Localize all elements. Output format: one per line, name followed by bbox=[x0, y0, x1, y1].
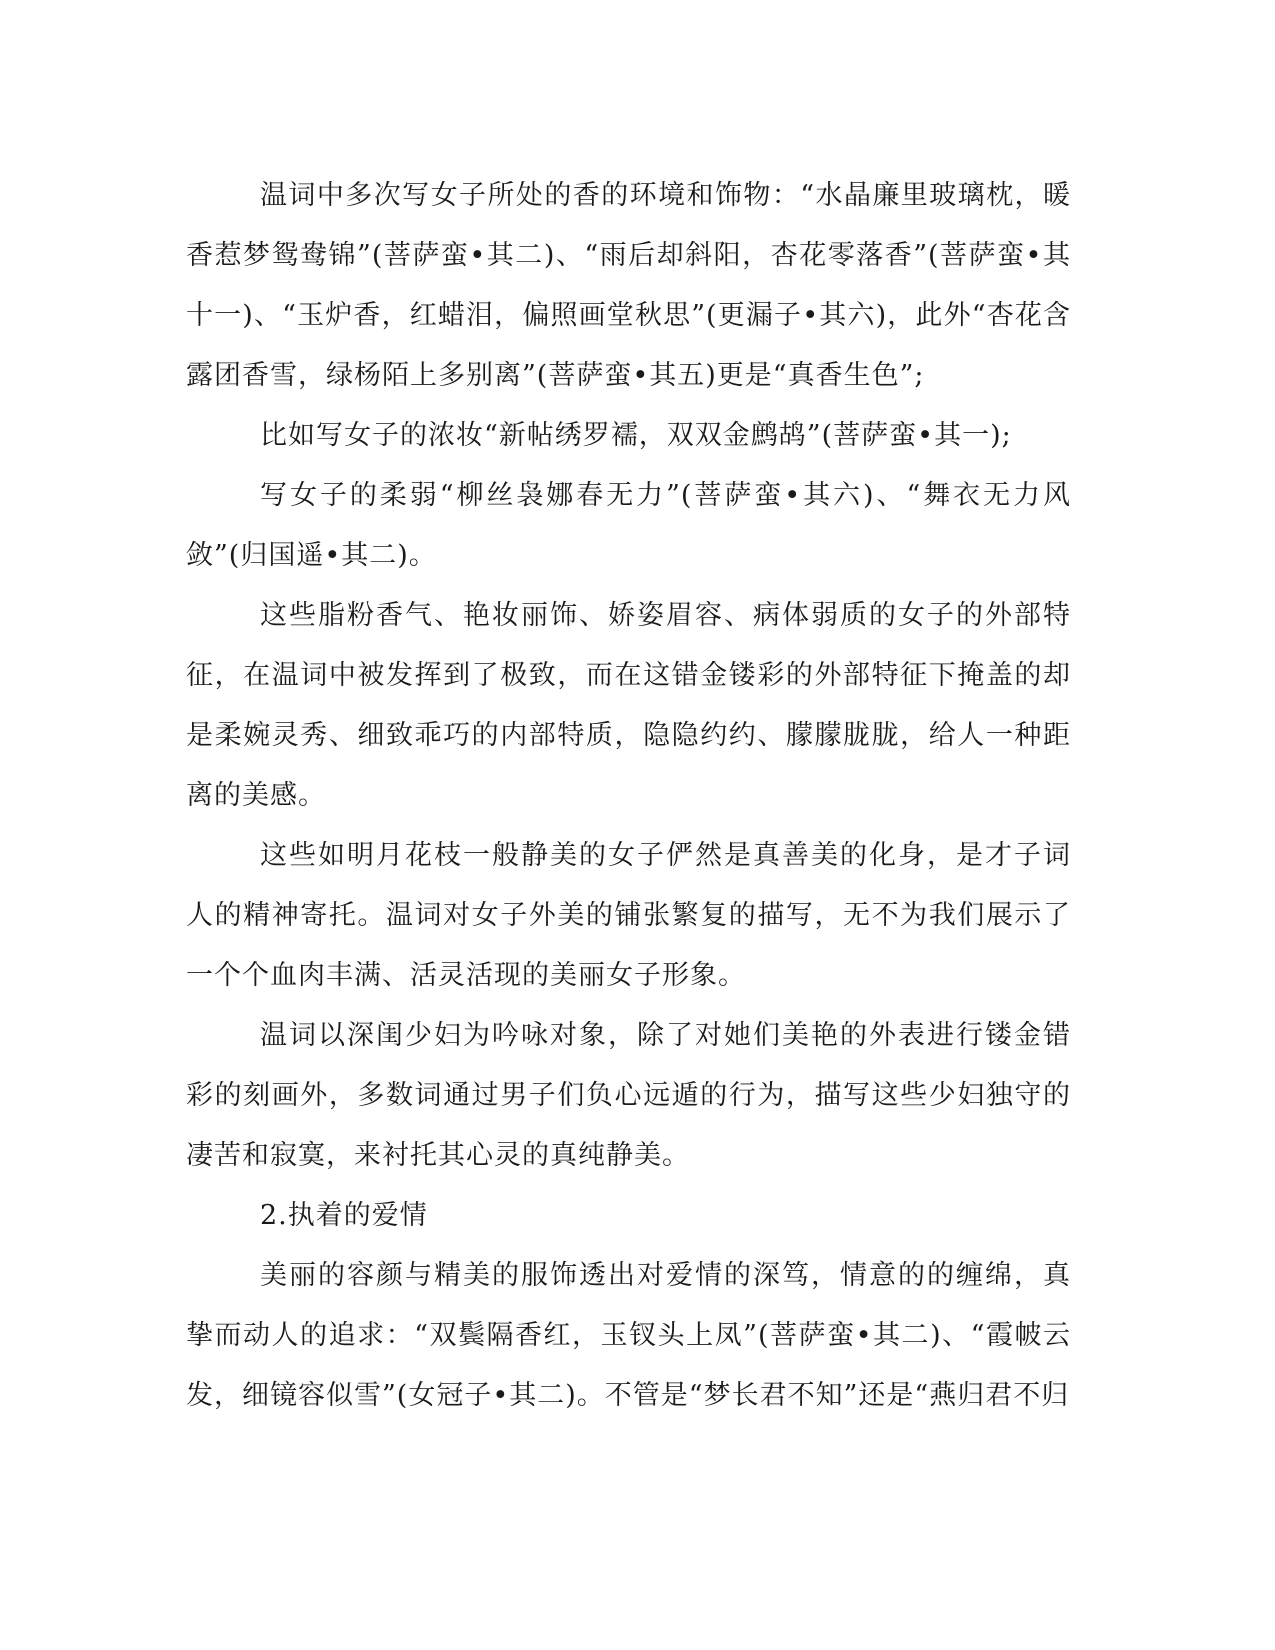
paragraph-ideal-women: 这些如明月花枝一般静美的女子俨然是真善美的化身，是才子词人的精神寄托。温词对女子外美的铺张繁复的描写，无不为我们展示了一个个血肉丰满、活灵活现的美丽女子形象。 bbox=[186, 840, 1071, 991]
section-heading: 2.执着的爱情 bbox=[260, 1200, 428, 1231]
paragraph-frailty: 写女子的柔弱“柳丝袅娜春无力”(菩萨蛮•其六)、“舞衣无力风敛”(归国遥•其二)。 bbox=[186, 480, 1071, 571]
document-body bbox=[186, 166, 1071, 1426]
paragraph-fragrance: 温词中多次写女子所处的香的环境和饰物：“水晶廉里玻璃枕，暖香惹梦鸳鸯锦”(菩萨蛮•其二)、“雨后却斜阳，杏花零落香”(菩萨蛮•其十一)、“玉炉香，红蜡泪，偏照画堂秋思”(更漏子•其六)，此外“杏花含露团香雪，绿杨陌上多别离”(菩萨蛮•其五)更是“真香生色”; bbox=[186, 180, 1071, 391]
paragraph-lonely-wives: 温词以深闺少妇为吟咏对象，除了对她们美艳的外表进行镂金错彩的刻画外，多数词通过男子们负心远遁的行为，描写这些少妇独守的凄苦和寂寞，来衬托其心灵的真纯静美。 bbox=[186, 1020, 1071, 1171]
paragraph-devoted-love: 美丽的容颜与精美的服饰透出对爱情的深笃，情意的的缠绵，真挚而动人的追求：“双鬓隔香红，玉钗头上凤”(菩萨蛮•其二)、“霞帔云发，细镜容似雪”(女冠子•其二)。不管是“梦长君不知”还是“燕归君不归 bbox=[186, 1260, 1071, 1411]
paragraph-external-features: 这些脂粉香气、艳妆丽饰、娇姿眉容、病体弱质的女子的外部特征，在温词中被发挥到了极致，而在这错金镂彩的外部特征下掩盖的却是柔婉灵秀、细致乖巧的内部特质，隐隐约约、朦朦胧胧，给人一种距离的美感。 bbox=[186, 600, 1071, 811]
paragraph-makeup: 比如写女子的浓妆“新帖绣罗襦，双双金鹧鸪”(菩萨蛮•其一); bbox=[260, 420, 1012, 451]
